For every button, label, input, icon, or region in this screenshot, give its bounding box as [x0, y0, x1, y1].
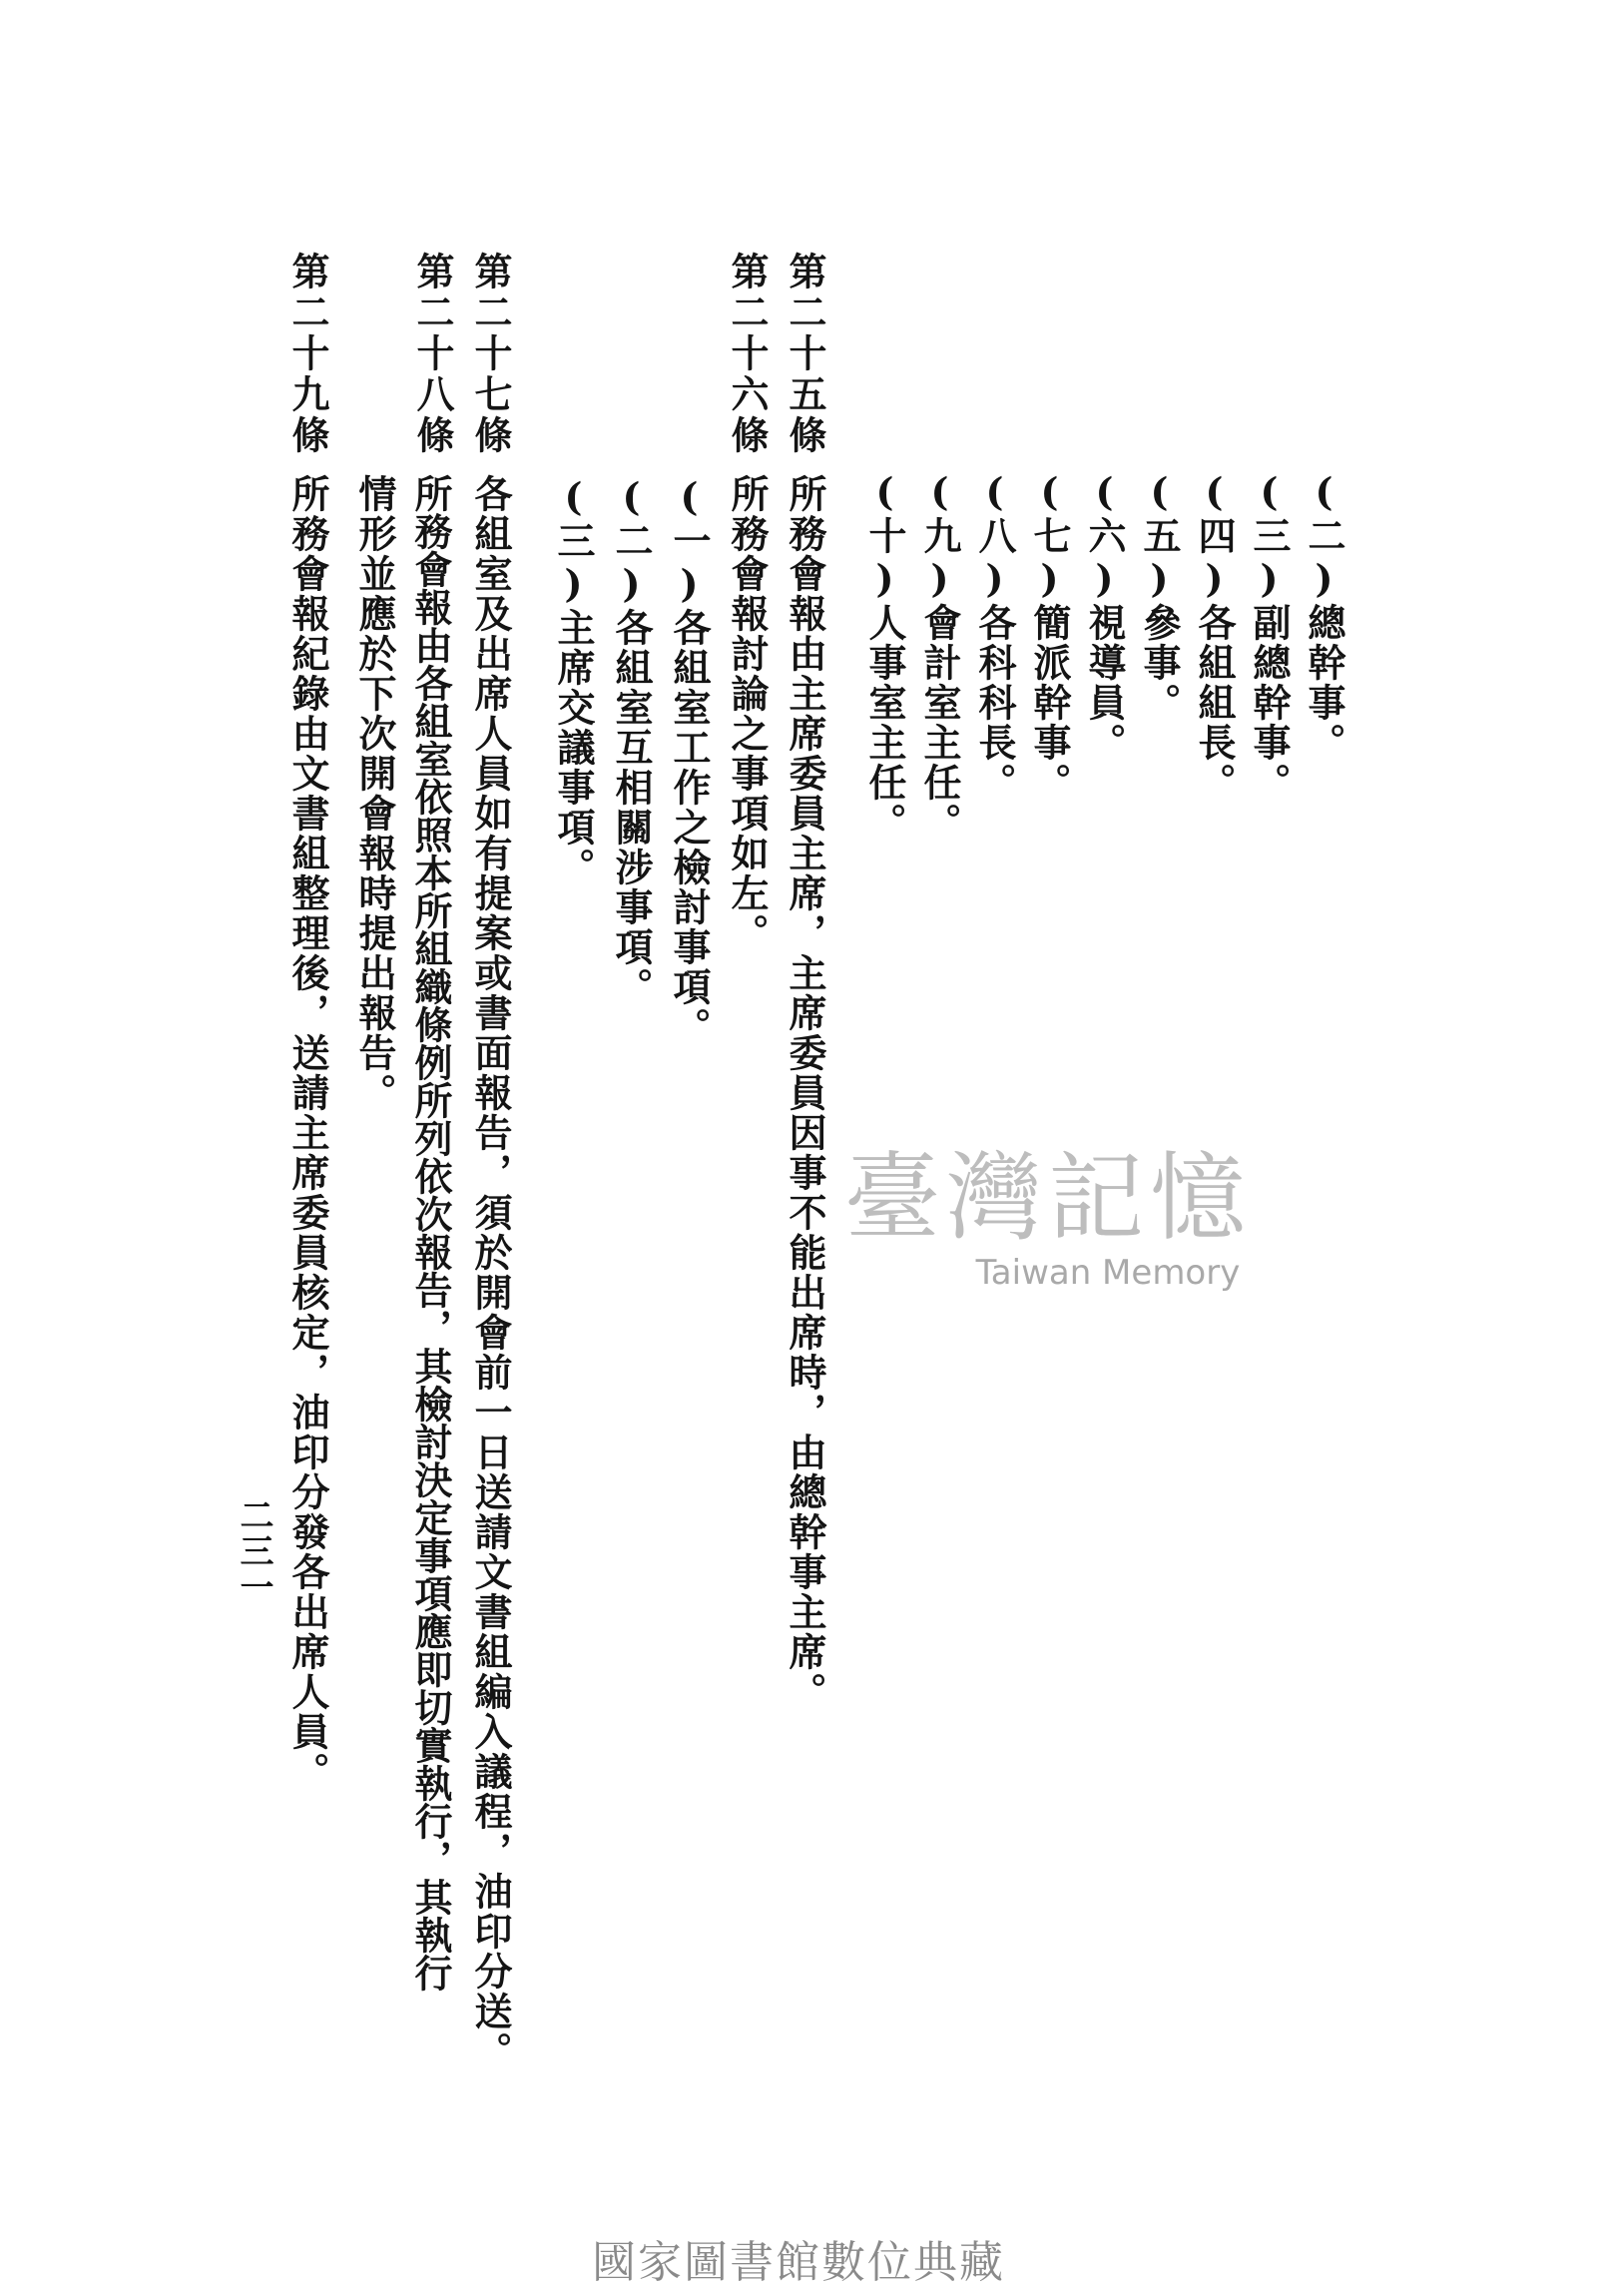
list-item: (二)總幹事。 — [1302, 469, 1346, 763]
page-number: 二三一 — [234, 1497, 273, 1605]
list-item: (一)各組室工作之檢討事項。 — [667, 474, 712, 1047]
article-text-continued: 情形並應於下次開會報時提出報告。 — [352, 474, 397, 1113]
article-heading: 第二十五條 — [783, 252, 827, 456]
article-text: 各組室及出席人員如有提案或書面報告，須於開會前一日送請文書組編入議程，油印分送。 — [468, 474, 513, 2071]
article-heading: 第二十七條 — [468, 252, 513, 456]
article-text: 所務會報紀錄由文書組整理後，送請主席委員核定，油印分發各出席人員。 — [285, 474, 330, 1792]
article-heading: 第二十八條 — [410, 252, 455, 456]
list-item: (十)人事室主任。 — [862, 469, 907, 843]
list-item: (二)各組室互相關涉事項。 — [609, 474, 654, 1007]
list-item: (七)簡派幹事。 — [1027, 469, 1072, 803]
watermark-logo — [813, 1143, 1283, 1343]
list-item: (六)視導員。 — [1082, 469, 1127, 763]
list-item: (八)各科科長。 — [972, 469, 1017, 803]
article-text: 所務會報討論之事項如左。 — [725, 474, 770, 953]
list-item: (九)會計室主任。 — [917, 469, 962, 843]
article-heading: 第二十九條 — [285, 252, 330, 456]
watermark-title: 臺灣記憶 — [844, 1142, 1252, 1254]
article-text: 所務會報由主席委員主席，主席委員因事不能出席時，由總幹事主席。 — [783, 474, 827, 1712]
list-item: (四)各組組長。 — [1192, 469, 1237, 803]
list-item: (五)參事。 — [1137, 469, 1182, 723]
article-heading: 第二十六條 — [725, 252, 770, 456]
list-item: (三)副總幹事。 — [1247, 469, 1292, 803]
footer-caption: 國家圖書館數位典藏 — [592, 2237, 1005, 2288]
watermark-subtitle: Taiwan Memory — [975, 1253, 1241, 1293]
list-item: (三)主席交議事項。 — [551, 474, 596, 887]
article-text: 所務會報由各組室依照本所組織條例所列依次報告，其檢討決定事項應即切實執行，其執行 — [408, 474, 453, 1992]
